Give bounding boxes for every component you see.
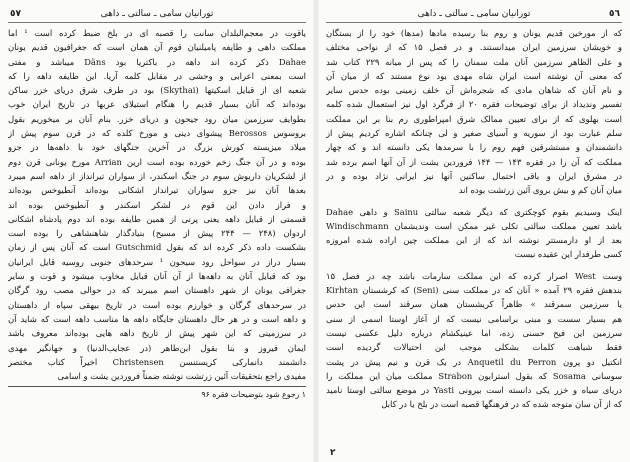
right-line: بندهش فقره ۲۹ آمده « آنان که در مملکت سنی (Seni) که کرشستان Kirhtan: [326, 285, 622, 296]
right-line: بعد از او دارمستتر نوشته اند که از این مملکت چین اراده شده امروزه: [326, 235, 622, 246]
right-line: اینک وسیدیم بقوم کوچکتری که دیگر شعبه سالتی Sainu و داهی Dahae: [326, 206, 622, 217]
right-line: [326, 198, 622, 205]
left-footnote: ۱ رجوع شود بتوضیحات فقره ۹۶: [201, 390, 306, 400]
right-line: [326, 262, 622, 269]
right-line: تفسیر وندیداد از برای توضیحات فقره ۲۰ از فرگرد اول نیز استعمال شده کلمه: [326, 99, 622, 110]
left-line: از لشکریان داریوش سوم در جنگ اسکندر، از سواران تیرانداز از داهه اسم میبرد: [8, 170, 306, 181]
right-bottom-mark: ۲: [330, 448, 336, 458]
left-line: شعبه ای از قبایل اسکیتها (Skythai) بود در طرف شرق دریای خزر ساکن: [8, 85, 306, 96]
right-line: فقط شباهت کلمات بشکلی موجب این احتیالات گردیده است: [326, 342, 622, 353]
left-line: دانشمند دانمارکی کریستنسن Christensen اخیراً کتاب مختصر: [8, 356, 306, 367]
right-line: و خویشان سرزمین ایران میدانستند. و در فصل ۱۵ که از نواحی مختلف: [326, 42, 622, 53]
left-line: میلاد میزیسته کورش بزرگ در آخرین جنگهای خود با داهه‌ها در جزو: [8, 142, 306, 153]
right-line: و نام آنان که شاهان مادی که شجره‌اش آن خلف زمینی بوده حدس سایر: [326, 85, 622, 96]
right-line: یا سرزمین سمرقند » ظاهراً کریشستان همان سرقند است این حدس: [326, 299, 622, 310]
left-line: بوده‌اند که آنان بسیار قدیم را هنگام استیلای عربها در تاریخ ایران خوب: [8, 99, 306, 110]
left-line: جغرافی یونان از شهر داهستان اسم میبرند که در حوالی مصب رود گرگان: [8, 285, 306, 296]
left-line: بوده و در آن جنگ زخم خورده بوده است ارین Arrian مورخ یونانی قرن دوم: [8, 156, 306, 167]
right-running-title: تورانیان سامی ـ سالتی ـ داهی: [417, 9, 531, 19]
right-line: در مشرق ایران و باقی احتمال ساکنین آنها نیز ایرانی نژاد بوده و در: [326, 170, 622, 181]
right-line: مملکت که آن را در فقره ۱۴۳ — ۱۴۴ فروردین یشت از آن آنها اسم برده شد: [326, 156, 622, 167]
left-line: بشکست داده ذکر کرده اند که بقول Gutschmid است که آنان پس از زمان: [8, 242, 306, 253]
right-running-head: [326, 6, 622, 23]
left-line: بعدها آنان نیز جزو سواران تیرانداز اشکانی بوده‌اند آنطیوخس بوده‌اند: [8, 185, 306, 196]
right-line: سوسانی Sosama که بقول استرابون Strabon مملکت میان این مملکت را: [326, 370, 622, 381]
right-line: دانشمندان و مستشرقین فهم روم را با سرمدها یکی دانسته اند و که چهار: [326, 142, 622, 153]
left-page: [8, 6, 306, 456]
right-line: انکتیل دو پرون Anquetil du Perron در یک قرن و نیم پیش در پشت: [326, 356, 622, 367]
right-line: دریای سیاه و خزر یکی دانسته است بیرونی Yasti در موضع سالتی اوستا نامید: [326, 385, 622, 396]
right-line: که از مورخین قدیم یونان و روم بنا رسیده مادها (مدها) خود را از بستگان: [326, 28, 622, 38]
left-line: بروسوس Berossos پیشوای دینی و مورخ کلده که در قرن سوم پیش از: [8, 128, 306, 139]
right-line: که از آن سان متوجه شده که در فرهنگها قصبه است در بلخ یا در کابل: [381, 399, 622, 410]
left-line: مفیدی راجع بتحقیقات آئین زرتشت نوشته ضمناً فروردین یشت و اسامی: [57, 371, 306, 382]
left-page-text: [8, 26, 306, 383]
right-line: است بهلوی که از برای تعیین ممالک شرق امپراطوری رم بنا بر این مملکت: [326, 113, 622, 124]
left-line: قسمتی از قبایل داهه یعنی پرنی از همین طایفه بوده اند دوم پادشاه اشکانی: [8, 213, 306, 224]
book-gutter: [313, 0, 319, 462]
left-line: و داهه است و در هر حال داهستان جایگاه داهه ها مناسب داهه است که شاید آن: [8, 313, 306, 324]
right-page-text: [326, 26, 622, 412]
left-running-head: [8, 6, 306, 23]
left-line: ایمان فیروز و بنا بقول ابن‌طاهر (در عجایب‌الدنیا) و جهانگیر مهدی: [8, 342, 306, 353]
left-line: مملکت داهی و طایفه پامیلنیان قوم آن همان است که جغرافیون قدیم یونان: [8, 42, 306, 53]
right-line: هم بسیار سست و مبنی براسامی نیست که از آغاز اوستا اسمی از سنی: [326, 313, 622, 324]
left-running-title: تورانیان سامی ـ سالتی ـ داهی: [100, 9, 214, 19]
left-line: در سرزمینی که این شهر پیش از تاریخ داهه هایی بوده‌اند معروف باشد: [8, 328, 306, 339]
right-line: سلم عبارت بود از سوریه و آسیای صغیر و لی چنانکه اشاره کردیم پیش از: [326, 128, 622, 139]
left-line: بسیار دراز در سواحل رود سیحون ¹ سرحدهای جنوبی روسیه قایل ایرانیان: [8, 256, 306, 267]
left-line: یاقوت در معجم‌البلدان سانت را قصبه ای در بلخ ضبط کرده است ¹ اما: [8, 28, 306, 38]
right-line: کسی طرفدار این عقیده نیست: [514, 249, 622, 260]
footnote-rule: [8, 386, 306, 387]
left-line: و فراز دادن این قوم در لشکر اسکندر و آنطیوخس بوده اند: [8, 199, 306, 210]
left-line: است بمعنی اعرابی و وحشی در مقابل کلمه آریا. این طایفه داهه را که: [8, 70, 306, 81]
left-page-number: ٥٧: [10, 9, 21, 19]
right-line: و علی الظاهر سرزمین آنان ملت سمنان را که پس از میانه ۲۲۹ کتاب شد: [326, 56, 622, 67]
right-line: سرزمین این فیح حسنی زده، اما عینیکشام درباره دلیل عکسی نیست: [326, 327, 622, 338]
left-line: اردوان (۲۴۸ — ۲۴۴ پیش از مسیح) بنیادگذار شاهنشاهی را بوده است: [8, 228, 306, 239]
right-line: که معنی آن نوشته است ایران شاه مهدی بود نوع مستند که از میان آن: [326, 70, 622, 81]
left-line: بود که قبایل آنان به داهه‌ها از آن آنان قبایل مخاوب میشود و قوت و سایر: [8, 271, 306, 282]
left-line: بطوایف سرزمین میان رود جیحون و دریای خزر. بنام آنان بر میخوریم بقول: [8, 113, 306, 124]
left-line: Dahae ذکر کرده اند داهه در باکتریا بود Däns میباشد و مفتی: [8, 56, 306, 67]
right-line: میان آنان کم و بیش بروی آئین زرتشت بوده اند: [458, 185, 622, 196]
left-line: در سرحدهای گرگان و خوارزم بوده است در تاریخ بیهقی سپاه از داهستان: [8, 299, 306, 310]
right-line: وست West اصرار کرده که این مملکت سارمات باشد چه در فصل ۱۵: [326, 270, 622, 281]
right-page-number: ٥٦: [609, 9, 620, 19]
right-line: باشد تعیین مملکت سالتی تکلی غیر ممکن است وندیشمان Windischmann: [326, 220, 622, 231]
right-page: [326, 6, 622, 456]
